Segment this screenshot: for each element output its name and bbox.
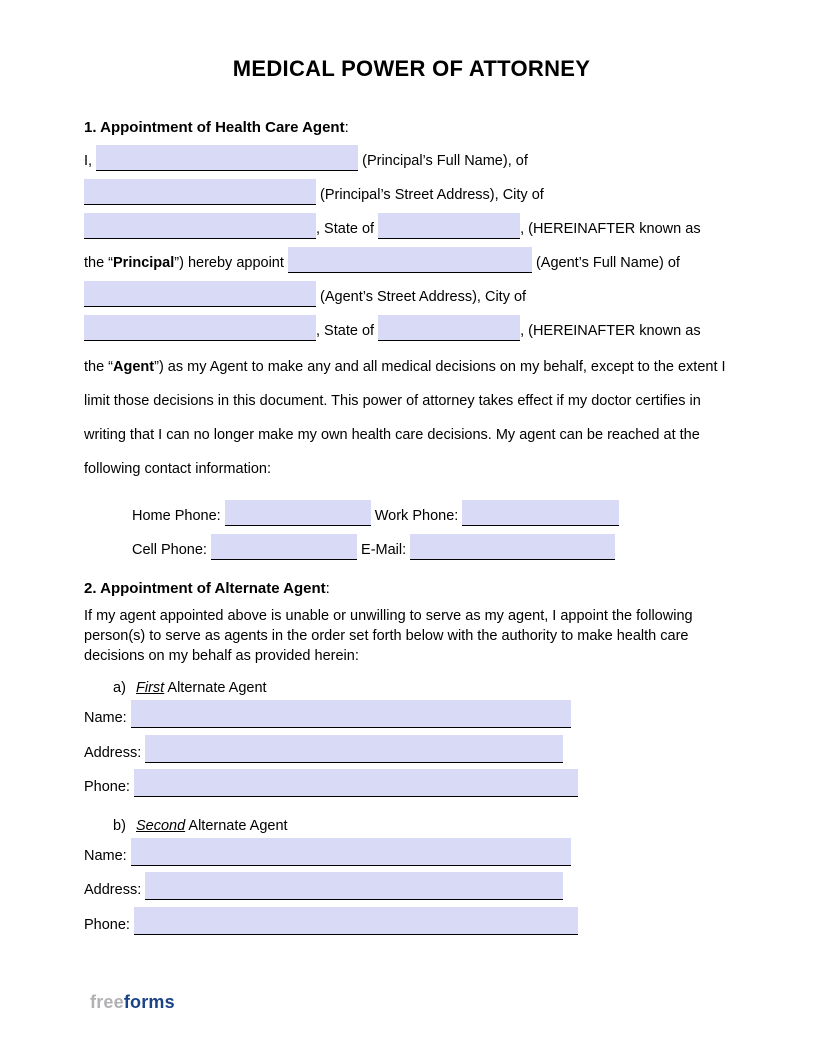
principal-term: Principal xyxy=(113,255,175,271)
agent-powers-rest: ”) as my Agent to make any and all medical decisions on my behalf, except to the extent I limit those decisions in this document. This power of attorney takes effect if my doctor certifies in writing that I can no longer make my own health care decisions. My agent can be reached at the following contact information: xyxy=(84,359,726,477)
section1-heading-colon: : xyxy=(344,119,349,136)
freeforms-logo-forms: forms xyxy=(123,992,175,1012)
cell-phone-label: Cell Phone: xyxy=(132,542,207,558)
second-alternate-item xyxy=(113,814,739,838)
principal-address-line xyxy=(84,178,739,212)
first-alt-name-row xyxy=(84,700,739,735)
second-alt-name-label: Name: xyxy=(84,847,127,864)
contact-row-2 xyxy=(132,533,739,567)
agent-term: Agent xyxy=(113,359,155,375)
section1-heading xyxy=(84,119,739,136)
principal-city-field[interactable] xyxy=(84,213,316,239)
section2-heading-colon: : xyxy=(325,580,330,597)
agent-powers-pre1: the “ xyxy=(84,359,114,375)
email-label: E-Mail: xyxy=(361,542,407,558)
second-alternate-em: Second xyxy=(136,817,186,834)
second-alt-phone-row xyxy=(84,907,739,942)
second-alt-phone-field[interactable] xyxy=(134,907,578,935)
second-alt-name-field[interactable] xyxy=(131,838,571,866)
second-alt-name-row xyxy=(84,838,739,873)
second-alternate-rest: Alternate Agent xyxy=(185,817,288,834)
agent-street-address-field[interactable] xyxy=(84,281,316,307)
agent-name-line-pre2: ”) hereby appoint xyxy=(174,255,284,271)
second-alt-phone-label: Phone: xyxy=(84,916,130,933)
document-body xyxy=(84,119,739,941)
agent-name-line-post: (Agent’s Full Name) of xyxy=(535,255,680,271)
first-alternate-marker: a) xyxy=(113,680,126,696)
agent-address-line-post: (Agent’s Street Address), City of xyxy=(320,289,527,305)
principal-name-line-post: (Principal’s Full Name), of xyxy=(362,153,528,169)
work-phone-field[interactable] xyxy=(462,500,619,526)
first-alt-address-label: Address: xyxy=(84,744,142,761)
principal-address-line-post: (Principal’s Street Address), City of xyxy=(320,187,544,203)
section2-heading xyxy=(84,580,739,597)
first-alt-name-label: Name: xyxy=(84,710,127,726)
cell-phone-field[interactable] xyxy=(211,534,357,560)
agent-city-state-line xyxy=(84,314,739,348)
agent-state-field[interactable] xyxy=(378,315,520,341)
first-alt-phone-field[interactable] xyxy=(134,769,578,797)
agent-address-line xyxy=(84,280,739,314)
email-field[interactable] xyxy=(410,534,615,560)
agent-full-name-field[interactable] xyxy=(288,247,532,273)
agent-contact-block xyxy=(132,499,739,567)
section1-heading-text: 1. Appointment of Health Care Agent xyxy=(84,119,345,136)
principal-state-label: , State of xyxy=(316,221,375,237)
section2-heading-text: 2. Appointment of Alternate Agent xyxy=(84,580,326,597)
principal-city-state-line xyxy=(84,212,739,246)
agent-powers-paragraph xyxy=(84,350,746,486)
freeforms-logo xyxy=(90,992,175,1013)
principal-street-address-field[interactable] xyxy=(84,179,316,205)
contact-row-1 xyxy=(132,499,739,533)
principal-state-field[interactable] xyxy=(378,213,520,239)
home-phone-label: Home Phone: xyxy=(132,508,221,524)
first-alternate-fields xyxy=(84,700,739,804)
agent-name-line-pre1: the “ xyxy=(84,255,114,271)
second-alternate-marker: b) xyxy=(113,817,126,834)
second-alt-address-row xyxy=(84,872,739,907)
second-alt-address-field[interactable] xyxy=(145,872,563,900)
work-phone-label: Work Phone: xyxy=(374,508,459,524)
first-alt-phone-row xyxy=(84,769,739,804)
second-alternate-fields xyxy=(84,838,739,942)
first-alt-address-row xyxy=(84,735,739,770)
principal-city-state-post: , (HEREINAFTER known as xyxy=(520,221,701,237)
first-alt-phone-label: Phone: xyxy=(84,779,130,795)
first-alternate-item xyxy=(113,676,739,700)
principal-name-line-pre: I, xyxy=(84,153,93,169)
agent-name-line xyxy=(84,246,739,280)
home-phone-field[interactable] xyxy=(225,500,371,526)
freeforms-logo-free: free xyxy=(90,992,124,1012)
second-alt-address-label: Address: xyxy=(84,882,142,898)
first-alt-address-field[interactable] xyxy=(145,735,563,763)
section1-fill-lines xyxy=(84,144,739,348)
first-alternate-rest: Alternate Agent xyxy=(164,680,267,696)
page-title: MEDICAL POWER OF ATTORNEY xyxy=(232,56,591,81)
agent-state-label: , State of xyxy=(316,323,375,339)
principal-name-line xyxy=(84,144,739,178)
principal-full-name-field[interactable] xyxy=(96,145,358,171)
first-alternate-em: First xyxy=(136,680,165,696)
alternate-agent-paragraph: If my agent appointed above is unable or unwilling to serve as my agent, I appoint the following person(s) to serve as agents in the order set forth below with the authority to make health care decisions on my behalf as provided herein: xyxy=(84,608,693,664)
first-alt-name-field[interactable] xyxy=(131,700,571,728)
agent-city-state-post: , (HEREINAFTER known as xyxy=(520,323,701,339)
agent-city-field[interactable] xyxy=(84,315,316,341)
